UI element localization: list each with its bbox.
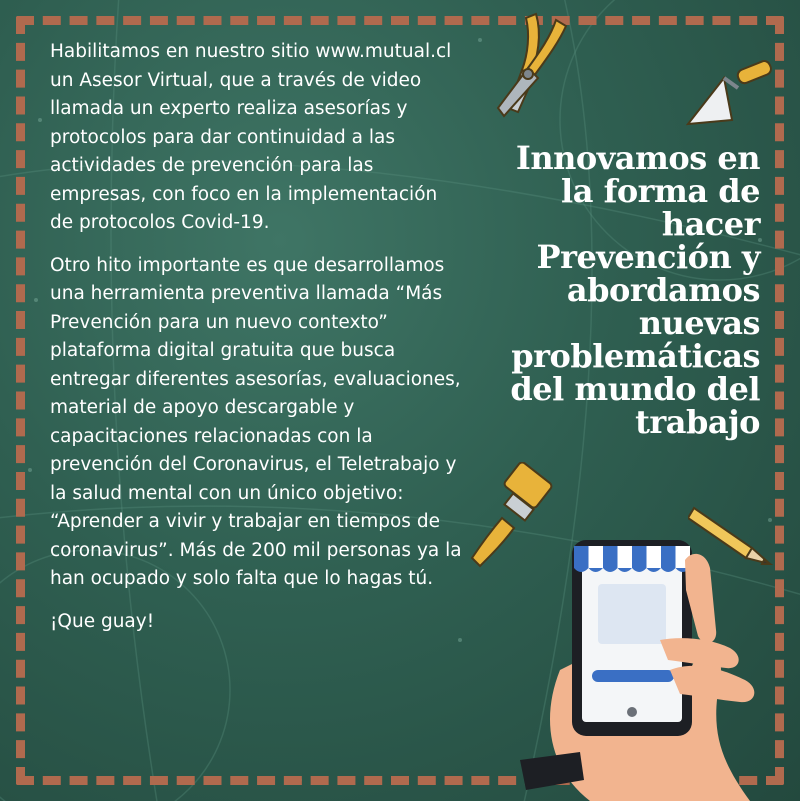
pliers-icon (478, 4, 588, 134)
headline-line: trabajo (635, 403, 760, 441)
headline-line: Innovamos en (515, 139, 760, 177)
trowel-icon (680, 60, 780, 130)
paragraph-closing: ¡Que guay! (50, 610, 155, 632)
paragraph-mas-prevencion: Otro hito importante es que desarrollamos una herramienta preventiva llamada “Más Prevención para un nuevo contexto” plataforma digital gratuita que busca entregar diferentes asesorías, evaluaciones, material de apoyo descargable y capacitaciones relacionadas con la prevención del Coronavirus, el Teletrabajo y la salud mental con un único objetivo: “Aprender a vivir y trabajar en tiempos de coronavirus”. Más de 200 mil personas ya la han ocupado y solo falta que lo hagas tú. (50, 254, 462, 589)
headline-line: problemáticas (511, 337, 760, 375)
headline-line: hacer (661, 205, 760, 243)
body-text (50, 38, 465, 650)
headline-line: la forma de (561, 172, 760, 210)
headline (460, 139, 760, 441)
paragraph-asesor-virtual: Habilitamos en nuestro sitio www.mutual.cl un Asesor Virtual, que a través de video llamada un experto realiza asesorías y protocolos para dar continuidad a las actividades de prevención para las empresas, con foco en la implementación de protocolos Covid-19. (50, 41, 452, 233)
headline-line: nuevas (638, 304, 760, 342)
headline-line: Prevención y (536, 238, 760, 276)
headline-line: abordamos (566, 271, 760, 309)
smartphone-hand-icon (520, 520, 790, 801)
headline-line: del mundo del (510, 370, 760, 408)
